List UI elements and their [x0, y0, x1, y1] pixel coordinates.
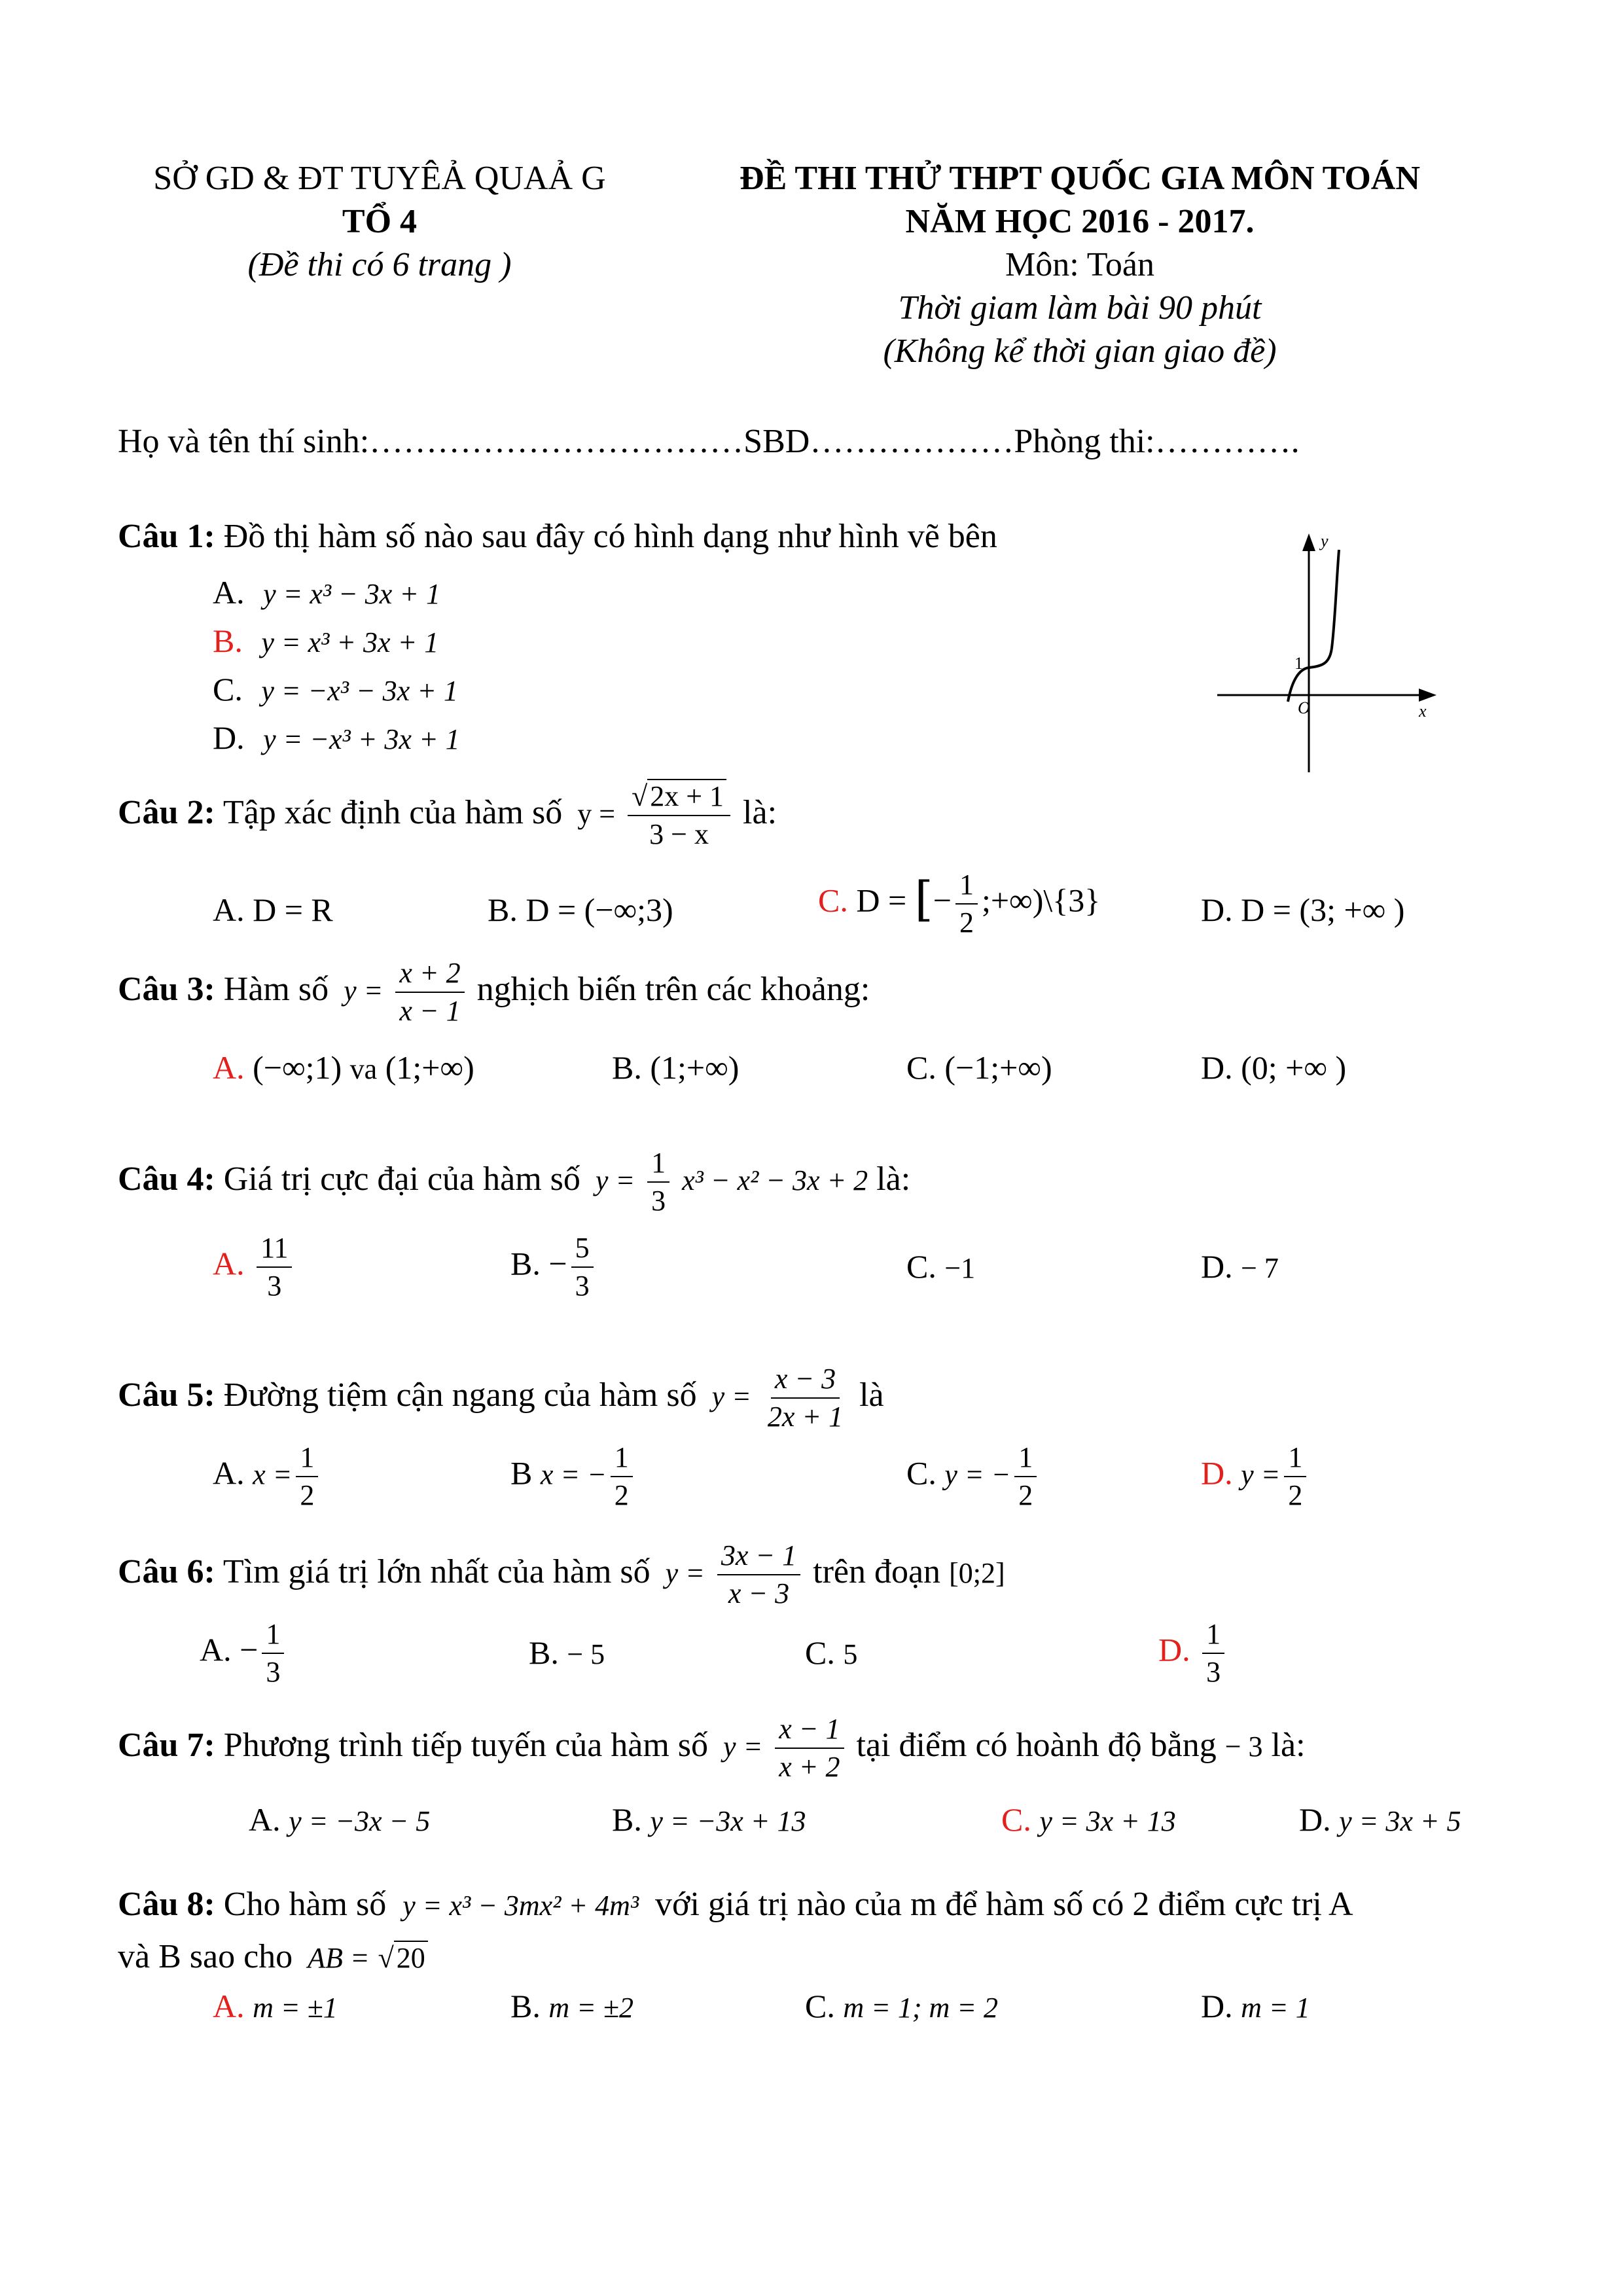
option-letter: B. — [510, 1988, 541, 2024]
option-letter: D. — [1201, 1454, 1233, 1492]
q3-option-d[interactable] — [1201, 1045, 1346, 1090]
ab-sqrt-value: 20 — [394, 1941, 428, 1974]
option-letter: C. — [213, 671, 243, 708]
denominator: 3 − x — [649, 818, 709, 850]
q6-option-d[interactable] — [1158, 1620, 1228, 1687]
option-letter: B. — [213, 622, 243, 659]
point-value: − 3 — [1224, 1730, 1263, 1763]
q1-option-c[interactable] — [213, 666, 458, 714]
q4-option-c[interactable] — [906, 1244, 975, 1291]
denominator: 3 — [575, 1270, 590, 1302]
question-1 — [118, 514, 997, 560]
option-pre: y = — [1241, 1458, 1281, 1491]
question-text: Giá trị cực đại của hàm số — [223, 1160, 580, 1198]
option-expr: D = (−∞;3) — [526, 891, 673, 928]
option-expr: y = −3x + 13 — [650, 1805, 806, 1837]
y-label: y — [1321, 531, 1329, 550]
question-text: Tìm giá trị lớn nhất của hàm số — [223, 1552, 651, 1590]
denominator: 2 — [1018, 1479, 1033, 1511]
numerator: 1 — [611, 1443, 633, 1477]
numerator: 1 — [647, 1149, 669, 1183]
question-3 — [118, 959, 870, 1026]
q1-option-b[interactable] — [213, 618, 438, 666]
option-letter: C. — [906, 1248, 936, 1285]
func-prefix: y = — [577, 797, 616, 830]
option-sign: − — [548, 1245, 567, 1282]
option-expr: y = −x³ − 3x + 1 — [261, 675, 458, 707]
option-expr: m = 1 — [1241, 1992, 1310, 2024]
function-expr: y = x³ − 3mx² + 4m³ — [402, 1890, 639, 1922]
option-letter: C. — [906, 1049, 936, 1086]
question-suffix: trên đoạn — [813, 1552, 941, 1590]
question-text: Cho hàm số — [223, 1886, 387, 1923]
exam-title: ĐỀ THI THỬ THPT QUỐC GIA MÔN TOÁN — [740, 160, 1420, 197]
school-name: SỞ GD & ĐT TUYÊẢ QUAẢ G — [153, 160, 606, 197]
denominator: 3 — [651, 1185, 666, 1217]
option-expr: D = (3; +∞ ) — [1241, 891, 1405, 928]
q5-option-a[interactable] — [213, 1443, 322, 1510]
option-expr: D = R — [253, 891, 333, 928]
option-letter: B. — [488, 891, 518, 928]
numerator: x − 3 — [771, 1365, 840, 1399]
option-letter: A. — [249, 1801, 281, 1838]
option-letter: A. — [213, 1988, 245, 2024]
question-8 — [118, 1882, 1353, 1929]
question-label: Câu 2: — [118, 793, 215, 831]
option-expr: −1 — [944, 1252, 976, 1284]
option-letter: D. — [1201, 1988, 1233, 2024]
option-letter: B. — [529, 1634, 559, 1671]
question-6 — [118, 1541, 1005, 1608]
option-expr: y = −3x − 5 — [289, 1805, 431, 1837]
page-count-note: (Đề thi có 6 trang ) — [247, 246, 512, 283]
option-letter: D. — [1201, 1049, 1233, 1086]
q3-option-c[interactable] — [906, 1045, 1052, 1090]
question-text: Phương trình tiếp tuyến của hàm số — [223, 1726, 709, 1764]
q7-option-c[interactable] — [1001, 1797, 1176, 1844]
denominator: x − 3 — [728, 1577, 790, 1609]
function-fraction — [764, 1365, 847, 1431]
q6-option-b[interactable] — [529, 1630, 605, 1677]
question-text: Đồ thị hàm số nào sau đây có hình dạng như hình vẽ bên — [223, 518, 997, 555]
question-5 — [118, 1365, 884, 1431]
denominator: 2 — [959, 906, 974, 939]
option-expr: y = 3x + 13 — [1039, 1805, 1176, 1837]
q1-function-graph — [1211, 524, 1446, 785]
option-expr: y = 3x + 5 — [1339, 1805, 1461, 1837]
option-sign: − — [240, 1631, 259, 1668]
option-pre: x = — [253, 1458, 293, 1491]
option-letter: B. — [612, 1801, 642, 1838]
option-letter: C. — [1001, 1801, 1031, 1838]
question-4 — [118, 1149, 910, 1215]
q8-option-a[interactable] — [213, 1983, 338, 2031]
option-mid: va — [349, 1053, 378, 1085]
func-prefix: y = — [723, 1730, 763, 1763]
function-fraction: $\frac{√2x + 1}{3 - x}$ — [628, 782, 730, 849]
option-letter: D. — [1201, 891, 1233, 928]
option-letter: A. — [213, 1245, 245, 1282]
option-letter: D. — [1158, 1631, 1190, 1668]
x-axis-arrow — [1419, 689, 1436, 702]
q1-option-d[interactable] — [213, 715, 460, 762]
option-letter: B. — [612, 1049, 642, 1086]
duration: Thời giam làm bài 90 phút — [898, 289, 1262, 327]
q5-option-d[interactable] — [1201, 1443, 1310, 1510]
numerator: 1 — [955, 870, 978, 905]
numerator: 1 — [1014, 1443, 1037, 1477]
numerator: x − 1 — [775, 1715, 844, 1749]
q6-option-a[interactable] — [200, 1620, 288, 1687]
question-label: Câu 8: — [118, 1886, 215, 1923]
curve — [1288, 550, 1339, 702]
student-info-line: Họ và tên thí sinh:……………………………SBD………………Phòng thi:…………. — [118, 423, 1300, 460]
denominator: 3 — [267, 1270, 282, 1302]
option-expr: − 5 — [567, 1638, 605, 1670]
option-expr: (−∞;1) — [253, 1049, 342, 1086]
option-expr: m = 1; m = 2 — [843, 1992, 998, 2024]
numerator: 1 — [1202, 1620, 1224, 1654]
function-fraction — [775, 1715, 844, 1782]
question-text: Đường tiệm cận ngang của hàm số — [223, 1376, 697, 1414]
numerator: x + 2 — [395, 959, 464, 993]
school-year: NĂM HỌC 2016 - 2017. — [905, 203, 1255, 240]
duration-note: (Không kể thời gian giao đề) — [883, 332, 1277, 370]
option-letter: A. — [213, 1049, 245, 1086]
question-text: Tập xác định của hàm số — [223, 793, 563, 831]
numerator: 5 — [571, 1234, 594, 1268]
option-expr: (−1;+∞) — [944, 1049, 1052, 1086]
question-2 — [118, 782, 777, 849]
question-label: Câu 3: — [118, 970, 215, 1008]
option-letter: D. — [1299, 1801, 1331, 1838]
question-suffix: tại điểm có hoành độ bằng — [856, 1726, 1217, 1764]
q2-option-c[interactable]: C. D = [− $\frac{1}{2}$ ;+∞)\{3} — [818, 869, 1101, 939]
option-letter: C. — [906, 1454, 936, 1492]
question-label: Câu 7: — [118, 1726, 215, 1764]
q1-option-a[interactable] — [213, 569, 440, 617]
option-expr: y = −x³ + 3x + 1 — [263, 723, 460, 755]
q4-option-a[interactable] — [213, 1234, 296, 1300]
option-expr: (1;+∞) — [650, 1049, 740, 1086]
function-fraction — [647, 1149, 669, 1215]
func-rest: x³ − x² − 3x + 2 — [682, 1164, 868, 1196]
option-expr2: (1;+∞) — [385, 1049, 474, 1086]
option-expr: y = x³ + 3x + 1 — [261, 626, 439, 658]
option-pre: y = − — [944, 1458, 1011, 1491]
option-expr-pre: D = — [856, 882, 907, 919]
option-expr-post: ;+∞)\{3} — [981, 882, 1101, 919]
option-expr: − 7 — [1241, 1252, 1279, 1284]
function-fraction — [395, 959, 464, 1026]
denominator: 2x + 1 — [767, 1401, 844, 1433]
option-expr: y = x³ − 3x + 1 — [263, 578, 440, 610]
q4-option-b[interactable] — [510, 1234, 597, 1300]
option-pre: x = − — [540, 1458, 607, 1491]
question-suffix: là: — [876, 1160, 911, 1198]
question-8-line-2: và B sao cho AB = √20 — [118, 1934, 428, 1981]
func-prefix: y = — [344, 974, 383, 1007]
q6-option-c[interactable] — [805, 1630, 857, 1677]
question-label: Câu 5: — [118, 1376, 215, 1414]
q7-option-b[interactable] — [612, 1797, 806, 1844]
team-label: TỔ 4 — [342, 203, 418, 240]
q8-option-d[interactable] — [1201, 1983, 1310, 2031]
q4-option-d[interactable] — [1201, 1244, 1279, 1291]
q3-option-a[interactable] — [213, 1045, 474, 1092]
option-expr: (0; +∞ ) — [1241, 1049, 1347, 1086]
question-label: Câu 4: — [118, 1160, 215, 1198]
option-letter: C. — [818, 882, 848, 919]
option-letter: B — [510, 1454, 533, 1492]
func-prefix: y = — [665, 1556, 705, 1589]
question-text: Hàm số — [223, 970, 329, 1008]
numerator: 3x − 1 — [717, 1541, 800, 1575]
interval: [0;2] — [949, 1556, 1005, 1589]
option-expr: m = ±2 — [548, 1992, 633, 2024]
denominator: 2 — [614, 1479, 629, 1511]
q7-option-a[interactable] — [249, 1797, 430, 1844]
question-suffix: với giá trị nào của m để hàm số có 2 điểm cực trị A — [655, 1886, 1353, 1923]
option-letter: A. — [200, 1631, 232, 1668]
option-letter: D. — [213, 719, 245, 756]
numerator: 1 — [262, 1620, 284, 1654]
q2-option-d[interactable] — [1201, 887, 1404, 933]
option-letter: A. — [213, 1454, 245, 1492]
q7-option-d[interactable] — [1299, 1797, 1461, 1844]
numerator: 1 — [296, 1443, 318, 1477]
numerator: 1 — [1284, 1443, 1306, 1477]
q5-option-b[interactable] — [510, 1443, 637, 1510]
denominator: 2 — [300, 1479, 315, 1511]
denominator: 3 — [1206, 1656, 1221, 1688]
q2-option-b[interactable] — [488, 887, 673, 933]
question-suffix-2: là: — [1271, 1726, 1306, 1764]
ab-expr: AB = — [308, 1942, 370, 1974]
denominator: x − 1 — [399, 995, 461, 1027]
question-suffix: nghịch biến trên các khoảng: — [476, 970, 870, 1008]
option-letter: C. — [805, 1634, 835, 1671]
tick-label-1: 1 — [1294, 654, 1303, 673]
q8-option-c[interactable] — [805, 1983, 998, 2031]
question-text-2: và B sao cho — [118, 1938, 293, 1975]
option-letter: B. — [510, 1245, 541, 1282]
y-axis-arrow — [1302, 533, 1315, 551]
question-7 — [118, 1715, 1306, 1782]
function-fraction — [717, 1541, 800, 1608]
func-prefix: y = — [711, 1380, 751, 1412]
x-label: x — [1419, 702, 1427, 721]
option-letter: A. — [213, 891, 245, 928]
question-suffix: là: — [743, 793, 777, 831]
option-expr: m = ±1 — [253, 1992, 338, 2024]
denominator: 3 — [266, 1656, 281, 1688]
q5-option-c[interactable] — [906, 1443, 1041, 1510]
option-expr: 5 — [843, 1638, 858, 1670]
question-label: Câu 6: — [118, 1552, 215, 1590]
question-label: Câu 1: — [118, 518, 215, 555]
func-prefix: y = — [595, 1164, 635, 1196]
option-letter: C. — [805, 1988, 835, 2024]
denominator: x + 2 — [779, 1751, 840, 1783]
q3-option-b[interactable] — [612, 1045, 739, 1090]
denominator: 2 — [1288, 1479, 1303, 1511]
option-letter: A. — [213, 574, 245, 611]
numerator: 2x + 1 — [647, 779, 726, 812]
numerator: 11 — [257, 1234, 292, 1268]
origin-label: O — [1298, 698, 1310, 717]
question-suffix: là — [859, 1376, 884, 1414]
option-letter: D. — [1201, 1248, 1233, 1285]
subject: Môn: Toán — [1005, 246, 1154, 283]
q8-option-b[interactable] — [510, 1983, 633, 2031]
q2-option-a[interactable] — [213, 887, 333, 933]
